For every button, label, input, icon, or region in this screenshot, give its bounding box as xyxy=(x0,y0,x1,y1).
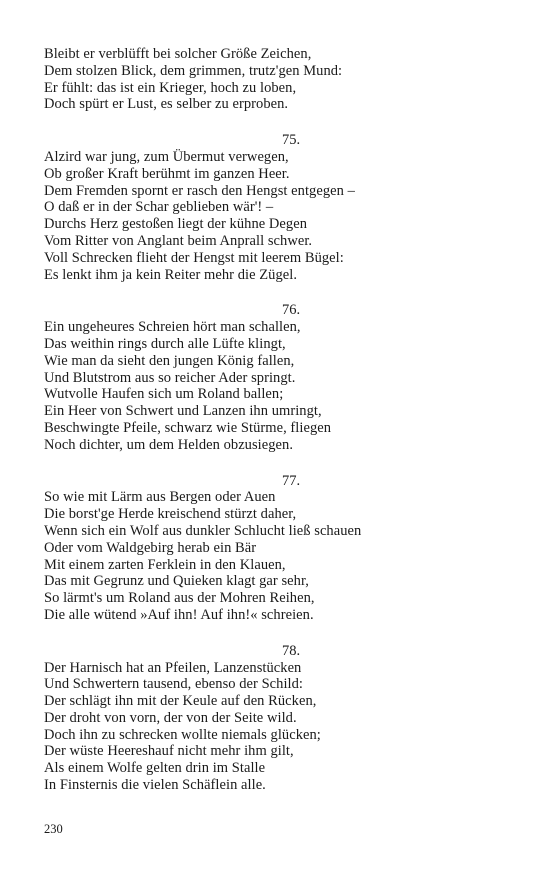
verse-line: Doch spürt er Lust, es selber zu erproben. xyxy=(44,96,289,113)
stanza-number: 75. xyxy=(281,132,301,149)
verse-line: Er fühlt: das ist ein Krieger, hoch zu loben, xyxy=(44,79,297,96)
stanza-number: 76. xyxy=(281,302,301,319)
verse-line: Dem Fremden spornt er rasch den Hengst entgegen – xyxy=(44,182,355,199)
verse-line: Der wüste Heereshauf nicht mehr ihm gilt, xyxy=(44,743,294,760)
verse-line: Und Blutstrom aus so reicher Ader springt. xyxy=(44,369,296,386)
verse-line: Ob großer Kraft berühmt im ganzen Heer. xyxy=(44,165,290,182)
verse-line: Mit einem zarten Ferklein in den Klauen, xyxy=(44,556,286,573)
page-number: 230 xyxy=(44,822,63,836)
verse-line: Beschwingte Pfeile, schwarz wie Stürme, fliegen xyxy=(44,419,332,436)
verse-line: Das weithin rings durch alle Lüfte klingt, xyxy=(44,335,286,352)
verse-line: Ein Heer von Schwert und Lanzen ihn umringt, xyxy=(44,403,322,420)
verse-line: Dem stolzen Blick, dem grimmen, trutz'gen Mund: xyxy=(44,62,343,79)
stanza-77 xyxy=(44,473,514,624)
verse-line: Das mit Gegrunz und Quieken klagt gar sehr, xyxy=(44,573,309,590)
verse-line: Und Schwertern tausend, ebenso der Schild: xyxy=(44,676,304,693)
verse-line: Es lenkt ihm ja kein Reiter mehr die Zügel. xyxy=(44,266,298,283)
verse-line: Die alle wütend »Auf ihn! Auf ihn!« schreien. xyxy=(44,606,314,623)
verse-line: Voll Schrecken flieht der Hengst mit leerem Bügel: xyxy=(44,249,344,266)
verse-line: Wie man da sieht den jungen König fallen, xyxy=(44,352,295,369)
verse-line: In Finsternis die vielen Schäflein alle. xyxy=(44,777,266,794)
verse-line: Der schlägt ihn mit der Keule auf den Rücken, xyxy=(44,693,317,710)
verse-line: Durchs Herz gestoßen liegt der kühne Degen xyxy=(44,216,308,233)
verse-line: Alzird war jung, zum Übermut verwegen, xyxy=(44,148,289,165)
verse-line: Der Harnisch hat an Pfeilen, Lanzenstücken xyxy=(44,659,302,676)
verse-line: Noch dichter, um dem Helden obzusiegen. xyxy=(44,436,294,453)
verse-line: Doch ihn zu schrecken wollte niemals glücken; xyxy=(44,726,321,743)
verse-line: Der droht von vorn, der von der Seite wild. xyxy=(44,709,297,726)
verse-line: Wenn sich ein Wolf aus dunkler Schlucht ließ schauen xyxy=(44,522,362,539)
verse-line: Ein ungeheures Schreien hört man schallen, xyxy=(44,319,301,336)
verse-line: Vom Ritter von Anglant beim Anprall schwer. xyxy=(44,232,313,249)
verse-line: So wie mit Lärm aus Bergen oder Auen xyxy=(44,489,276,506)
stanza-76 xyxy=(44,302,514,453)
verse-line: O daß er in der Schar geblieben wär'! – xyxy=(44,199,274,216)
stanza-number: 77. xyxy=(281,472,301,489)
stanza-number: 78. xyxy=(281,642,301,659)
verse-line: Als einem Wolfe gelten drin im Stalle xyxy=(44,760,266,777)
stanza-continued xyxy=(44,46,514,113)
verse-line: Oder vom Waldgebirg herab ein Bär xyxy=(44,539,257,556)
stanza-75 xyxy=(44,132,514,283)
stanza-78 xyxy=(44,643,514,794)
verse-line: Wutvolle Haufen sich um Roland ballen; xyxy=(44,386,284,403)
verse-line: Bleibt er verblüfft bei solcher Größe Zeichen, xyxy=(44,46,312,62)
verse-line: So lärmt's um Roland aus der Mohren Reihen, xyxy=(44,590,315,607)
page-body xyxy=(44,46,514,813)
verse-line: Die borst'ge Herde kreischend stürzt daher, xyxy=(44,506,297,523)
